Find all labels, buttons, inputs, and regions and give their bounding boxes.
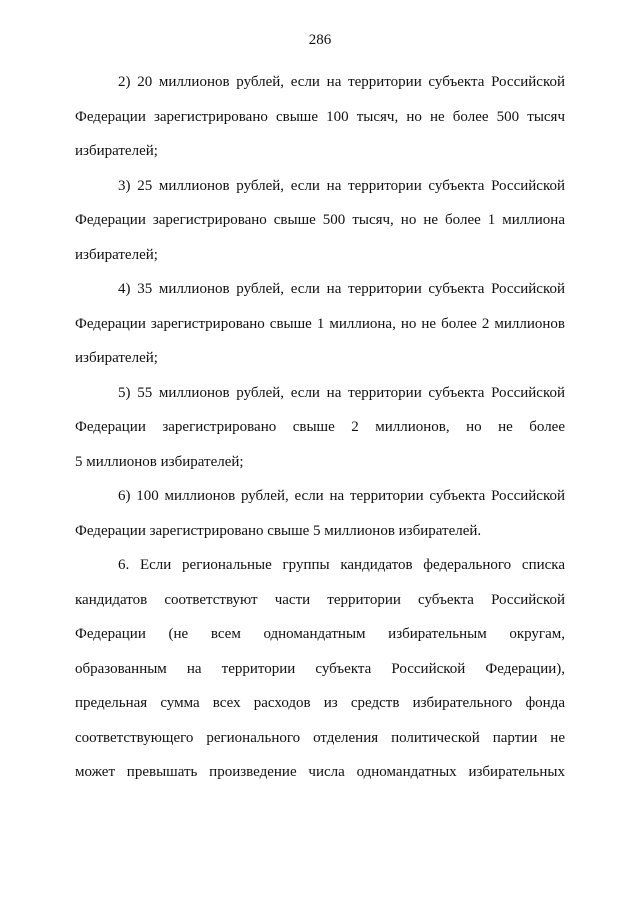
text-line: предельная сумма всех расходов из средств избирательного фонда [75, 695, 565, 711]
text-line: может превышать произведение числа одномандатных избирательных [75, 764, 565, 780]
text-line: Федерации (не всем одномандатным избирательным округам, [75, 626, 565, 642]
text-line: Федерации зарегистрировано свыше 5 миллионов избирателей. [75, 522, 482, 539]
paragraph-item-3 [75, 169, 565, 273]
text-line: 6. Если региональные группы кандидатов федерального списка [118, 557, 565, 573]
text-line: соответствующего регионального отделения политической партии не [75, 729, 565, 746]
text-line: Федерации зарегистрировано свыше 500 тысяч, но не более 1 миллиона [75, 212, 565, 228]
document-body [75, 65, 565, 790]
text-line: избирателей; [75, 143, 158, 159]
paragraph-item-4 [75, 272, 565, 376]
text-line: 5 миллионов избирателей; [75, 453, 244, 470]
paragraph-item-2 [75, 65, 565, 169]
paragraph-item-6 [75, 479, 565, 548]
text-line: избирателей; [75, 246, 158, 263]
text-line: Федерации зарегистрировано свыше 2 миллионов, но не более [75, 419, 565, 435]
text-line: Федерации зарегистрировано свыше 100 тысяч, но не более 500 тысяч [75, 108, 565, 125]
text-line: 5) 55 миллионов рублей, если на территории субъекта Российской [118, 384, 565, 401]
text-line: Федерации зарегистрировано свыше 1 миллиона, но не более 2 миллионов [75, 315, 565, 332]
text-line: избирателей; [75, 350, 158, 366]
text-line: 6) 100 миллионов рублей, если на территории субъекта Российской [118, 488, 565, 504]
text-line: 2) 20 миллионов рублей, если на территории субъекта Российской [118, 74, 565, 90]
text-line: кандидатов соответствуют части территории субъекта Российской [75, 591, 565, 608]
paragraph-item-5 [75, 376, 565, 480]
text-line: 3) 25 миллионов рублей, если на территории субъекта Российской [118, 177, 565, 194]
text-line: образованным на территории субъекта Российской Федерации), [75, 660, 565, 677]
text-line: 4) 35 миллионов рублей, если на территории субъекта Российской [118, 281, 565, 297]
page-number: 286 [308, 32, 332, 48]
paragraph-section-6 [75, 548, 565, 790]
